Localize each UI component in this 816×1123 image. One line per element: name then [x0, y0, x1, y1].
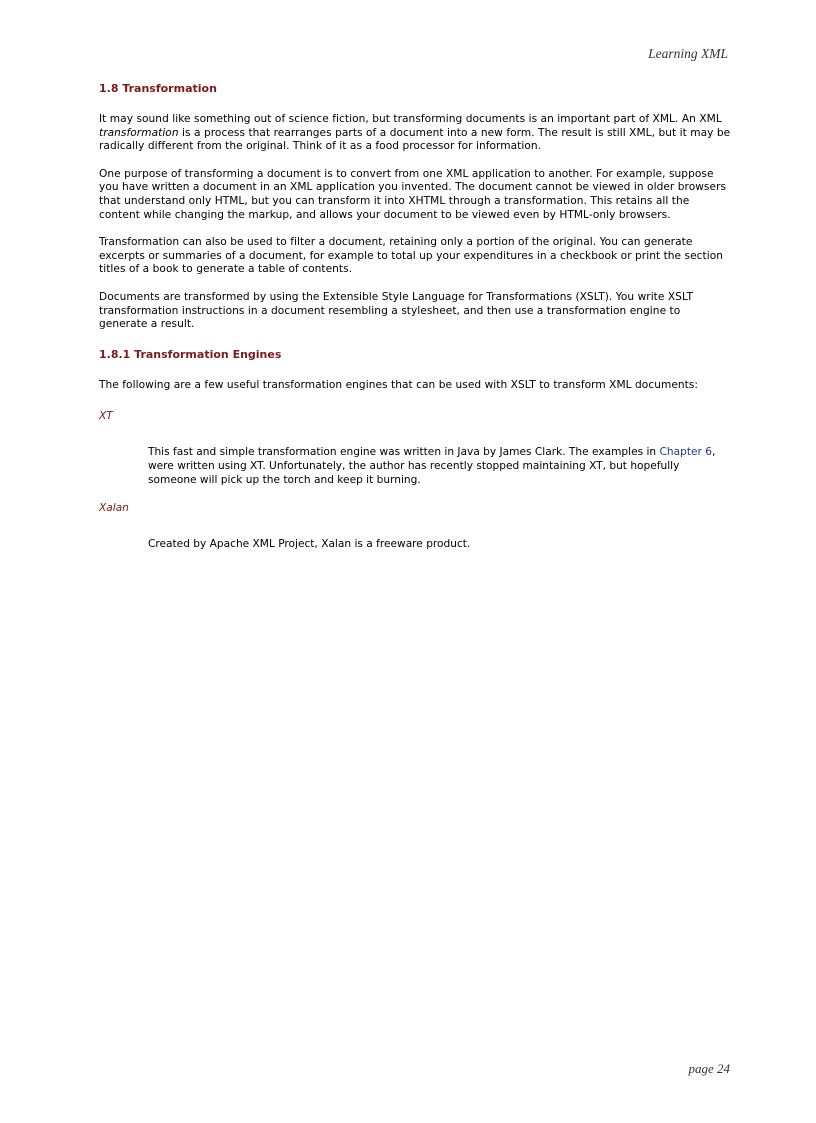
definition-description-xt [148, 446, 731, 487]
paragraph: One purpose of transforming a document is to convert from one XML application to another. For example, suppose you have written a document in an XML application you invented. The document cannot be viewed in older browsers that understand only HTML, but you can transform it into XHTML through a transformation. This retains all the content while changing the markup, and allows your document to be viewed even by HTML-only browsers. [99, 167, 727, 221]
definition-text: , were written using XT. Unfortunately, the author has recently stopped maintaining XT, but hopefully someone will pick up the torch and keep it burning. [148, 446, 716, 486]
section-heading: 1.8 Transformation [99, 82, 217, 95]
paragraph [99, 113, 731, 154]
definition-term-xt: XT [99, 410, 113, 423]
paragraph: Documents are transformed by using the Extensible Style Language for Transformations (XSLT). You write XSLT transformation instructions in a document resembling a stylesheet, and then use a transformation engine to generate a result. [99, 290, 693, 331]
definition-description-xalan: Created by Apache XML Project, Xalan is a freeware product. [148, 538, 471, 551]
subsection-heading: 1.8.1 Transformation Engines [99, 347, 282, 361]
paragraph-text: is a process that rearranges parts of a document into a new form. The result is still XML, but it may be radically different from the original. Think of it as a food processor for information. [99, 126, 731, 153]
paragraph: The following are a few useful transformation engines that can be used with XSLT to transform XML documents: [99, 378, 699, 391]
page-content [99, 82, 731, 566]
emphasis-term: transformation [99, 126, 179, 139]
paragraph: Transformation can also be used to filter a document, retaining only a portion of the original. You can generate excerpts or summaries of a document, for example to total up your expenditures in a checkbook or print the section titles of a book to generate a table of contents. [99, 236, 724, 276]
definition-term-xalan: Xalan [99, 502, 129, 515]
running-header: Learning XML [648, 46, 728, 61]
paragraph-text: It may sound like something out of science fiction, but transforming documents is an important part of XML. An XML [99, 113, 722, 125]
definition-text: This fast and simple transformation engine was written in Java by James Clark. The examples in [148, 446, 660, 459]
page-number: page 24 [688, 1061, 730, 1076]
chapter-link[interactable]: Chapter 6 [659, 446, 712, 459]
